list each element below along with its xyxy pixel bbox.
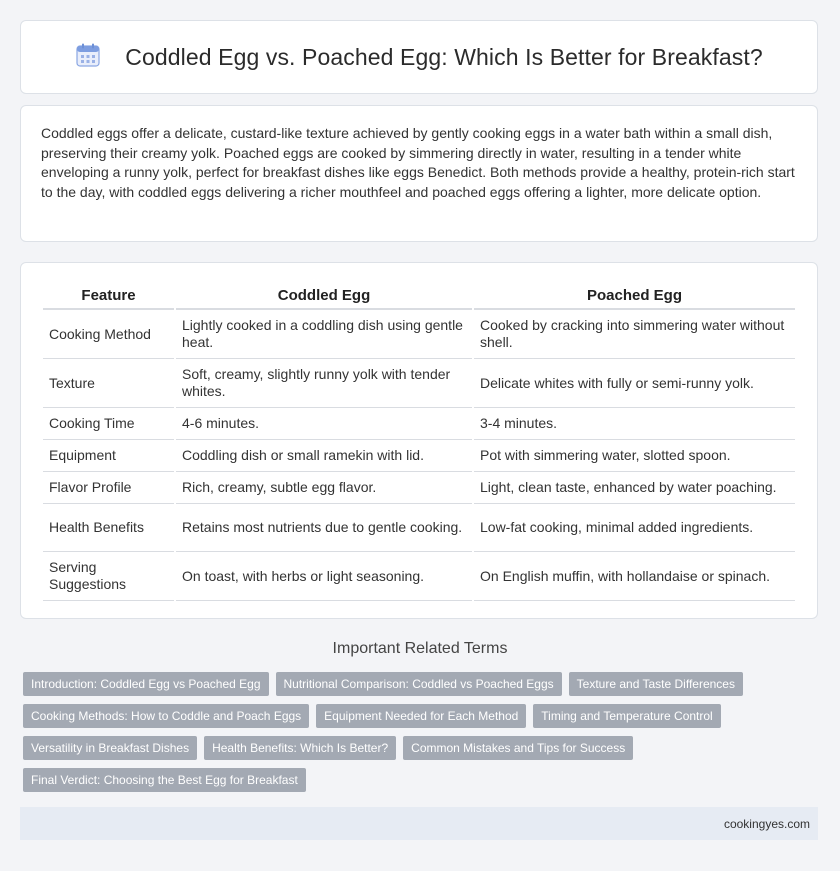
row-poached: Pot with simmering water, slotted spoon. xyxy=(474,440,795,472)
row-feature: Cooking Method xyxy=(43,310,174,359)
row-coddled: Retains most nutrients due to gentle cooking. xyxy=(176,504,472,552)
related-tag[interactable]: Equipment Needed for Each Method xyxy=(316,704,526,728)
table-row xyxy=(43,472,795,504)
title-wrap xyxy=(75,42,762,73)
calendar-icon xyxy=(75,42,101,73)
table-row xyxy=(43,440,795,472)
footer-site-link[interactable]: cookingyes.com xyxy=(723,816,810,831)
intro-card xyxy=(20,105,818,242)
header-coddled: Coddled Egg xyxy=(176,283,472,310)
intro-text: Coddled eggs offer a delicate, custard-like texture achieved by gently cooking eggs in a water bath within a small dish, preserving their creamy yolk. Poached eggs are cooked by simmering directly in water, resulting in a tender white enveloping a runny yolk, perfect for breakfast dishes like eggs Benedict. Both methods provide a healthy, protein-rich start to the day, with coddled eggs delivering a richer mouthfeel and poached eggs offering a lighter, more delicate option. xyxy=(41,125,795,200)
related-tag[interactable]: Versatility in Breakfast Dishes xyxy=(23,736,197,760)
related-tag[interactable]: Common Mistakes and Tips for Success xyxy=(403,736,633,760)
row-poached: 3-4 minutes. xyxy=(474,408,795,440)
table-row xyxy=(43,310,795,359)
header-card xyxy=(20,20,818,94)
table-row xyxy=(43,552,795,601)
comparison-card xyxy=(20,262,818,619)
row-poached: Cooked by cracking into simmering water without shell. xyxy=(474,310,795,359)
header-feature: Feature xyxy=(43,283,174,310)
row-poached: On English muffin, with hollandaise or spinach. xyxy=(474,552,795,601)
row-feature: Equipment xyxy=(43,440,174,472)
table-row xyxy=(43,408,795,440)
row-feature: Serving Suggestions xyxy=(43,552,174,601)
table-row xyxy=(43,359,795,408)
row-coddled: Lightly cooked in a coddling dish using gentle heat. xyxy=(176,310,472,359)
related-tag[interactable]: Timing and Temperature Control xyxy=(533,704,720,728)
related-terms-tags xyxy=(23,672,803,792)
related-tag[interactable]: Nutritional Comparison: Coddled vs Poached Eggs xyxy=(276,672,562,696)
row-feature: Flavor Profile xyxy=(43,472,174,504)
related-tag[interactable]: Introduction: Coddled Egg vs Poached Egg xyxy=(23,672,269,696)
comparison-table xyxy=(41,283,797,601)
row-poached: Low-fat cooking, minimal added ingredients. xyxy=(474,504,795,552)
related-tag[interactable]: Texture and Taste Differences xyxy=(569,672,743,696)
row-coddled: Soft, creamy, slightly runny yolk with tender whites. xyxy=(176,359,472,408)
page-title: Coddled Egg vs. Poached Egg: Which Is Better for Breakfast? xyxy=(125,43,763,70)
table-row xyxy=(43,504,795,552)
row-feature: Cooking Time xyxy=(43,408,174,440)
row-poached: Light, clean taste, enhanced by water poaching. xyxy=(474,472,795,504)
header-poached: Poached Egg xyxy=(474,283,795,310)
row-feature: Health Benefits xyxy=(43,504,174,552)
row-coddled: 4-6 minutes. xyxy=(176,408,472,440)
related-tag[interactable]: Cooking Methods: How to Coddle and Poach Eggs xyxy=(23,704,309,728)
related-terms-title: Important Related Terms xyxy=(332,640,508,657)
row-coddled: Coddling dish or small ramekin with lid. xyxy=(176,440,472,472)
row-poached: Delicate whites with fully or semi-runny yolk. xyxy=(474,359,795,408)
table-header-row xyxy=(43,283,795,310)
row-coddled: Rich, creamy, subtle egg flavor. xyxy=(176,472,472,504)
related-tag[interactable]: Health Benefits: Which Is Better? xyxy=(204,736,396,760)
related-tag[interactable]: Final Verdict: Choosing the Best Egg for Breakfast xyxy=(23,768,306,792)
footer xyxy=(20,807,818,840)
row-feature: Texture xyxy=(43,359,174,408)
row-coddled: On toast, with herbs or light seasoning. xyxy=(176,552,472,601)
